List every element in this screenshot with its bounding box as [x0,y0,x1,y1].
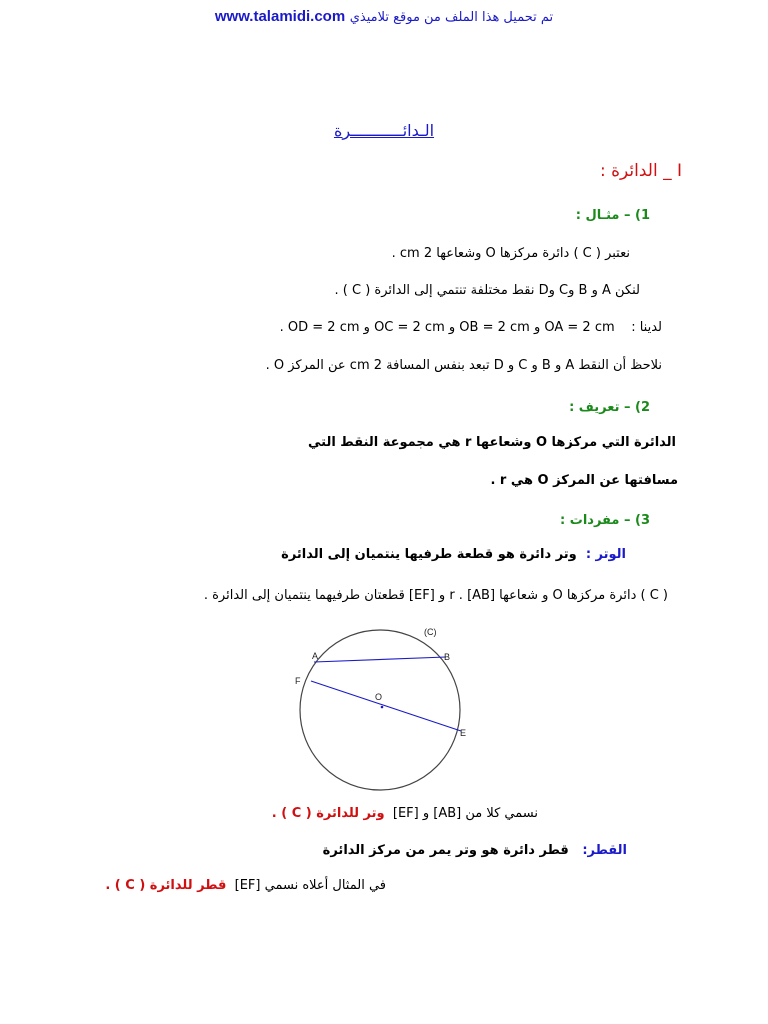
point-label-o: O [375,692,383,702]
example-line-3 [280,319,662,337]
point-label-a: A [312,651,319,661]
page-title: الـدائـــــــــــرة [333,121,435,140]
example-line-3-values: OA = 2 cm و OB = 2 cm و OC = 2 cm و OD = 2 cm . [279,320,615,335]
chord-ab [314,657,446,662]
definition-line-1: الدائرة التي مركزها O وشعاعها r هي مجموعة النقط التي [307,435,676,450]
center-point [381,706,384,709]
definition-heading: 2) – تعريف : [569,400,650,415]
definition-line-2: مسافتها عن المركز O هي r . [490,473,678,488]
circle-c [300,630,460,790]
example-heading: 1) – مثـال : [575,208,650,223]
chord-naming-prefix: نسمي كلا من [AB] و [EF] [392,806,538,821]
point-label-b: B [444,652,451,662]
diameter-definition [323,842,627,860]
header-text: تم تحميل هذا الملف من موقع تلاميذي [349,10,554,25]
chord-example: ( C ) دائرة مركزها O و شعاعها r . [AB] و [EF] قطعتان طرفيهما ينتميان إلى الدائرة . [203,588,668,603]
chord-naming-suffix: وتر للدائرة ( C ) . [271,806,385,821]
diameter-example-prefix: في المثال أعلاه نسمي [EF] [234,878,386,893]
header-banner[interactable] [0,8,768,27]
chord-definition-text: وتر دائرة هو قطعة طرفيها ينتميان إلى الدائرة [281,547,577,562]
diameter-example-suffix: قطر للدائرة ( C ) . [105,878,227,893]
example-line-1: نعتبر ( C ) دائرة مركزها O وشعاعها 2 cm . [391,246,630,261]
example-line-2: لنكن A و B وC وD نقط مختلفة تنتمي إلى الدائرة ( C ) . [334,283,640,298]
chord-definition [281,546,626,564]
point-label-f: F [295,676,301,686]
vocabulary-heading: 3) – مفردات : [560,513,650,528]
diameter-example [105,877,386,895]
example-line-3-label: لدينا : [631,320,662,335]
chord-ef [311,681,461,731]
site-link[interactable]: www.talamidi.com [214,8,346,25]
example-line-4: نلاحظ أن النقط A و B و C و D تبعد بنفس المسافة 2 cm عن المركز O . [265,358,662,373]
circle-diagram [286,622,486,794]
diameter-label: القطر: [582,843,627,858]
diameter-definition-text: قطر دائرة هو وتر يمر من مركز الدائرة [322,843,569,858]
chord-label: الوتر : [585,547,626,562]
point-label-e: E [460,728,467,738]
chord-naming [272,805,538,823]
circle-label: (C) [424,627,437,637]
section-heading: I _ الدائرة : [599,161,682,181]
